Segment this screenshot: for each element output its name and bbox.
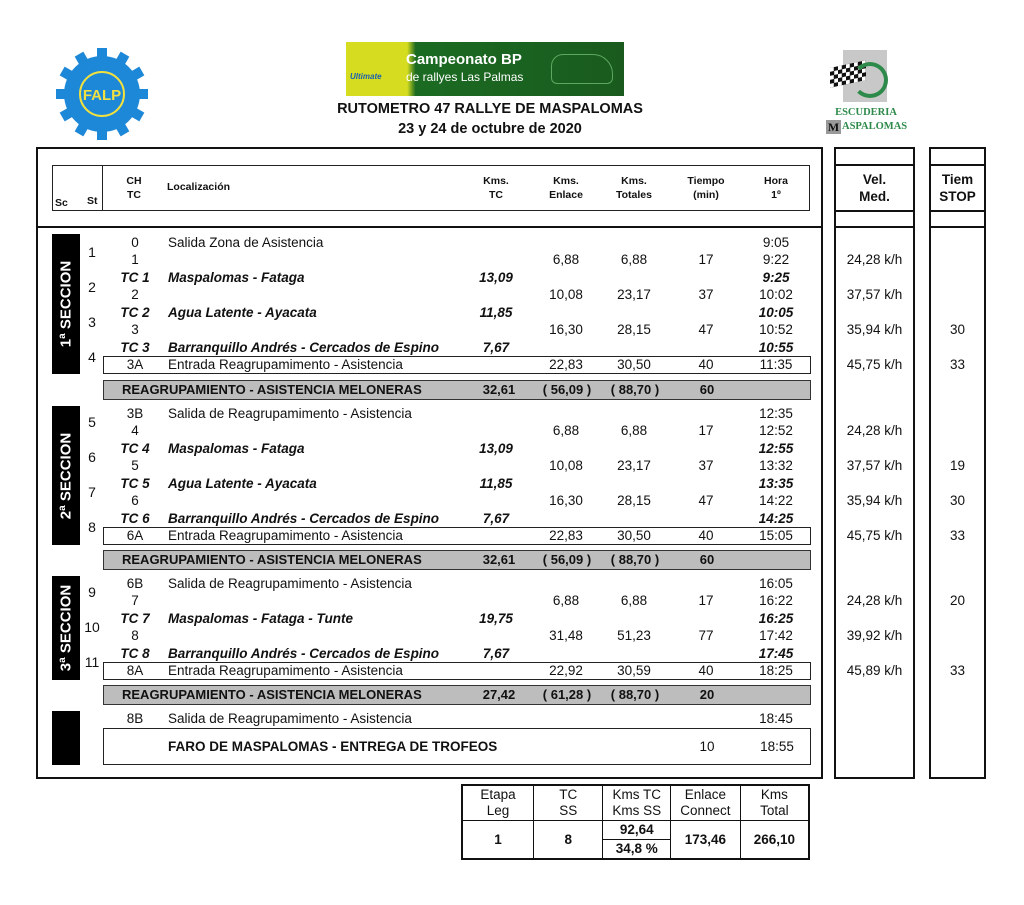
cell-kmtot: 6,88 (620, 423, 648, 438)
cell-kmtot: 28,15 (617, 322, 651, 337)
cell-stop: 33 (949, 663, 966, 678)
cell-loc: Barranquillo Andrés - Cercados de Espino (168, 646, 440, 661)
cell-kmtc: 11,85 (479, 476, 513, 491)
cell-ch: 8A (126, 663, 144, 678)
itinerary-row (0, 234, 1024, 251)
cell-kmtc: 7,67 (482, 340, 510, 355)
cell-h: 15:05 (759, 528, 793, 543)
itinerary-row (0, 575, 1024, 592)
cell-kmen: 16,30 (549, 322, 583, 337)
summary-table: Etapa Leg TC SS Kms TC Kms SS Enlace Connect Kms Total 1 8 92,64 34,8 % 173,46 266,10 (461, 784, 810, 860)
special-stage-row (0, 645, 1024, 662)
cell-kmen: 6,88 (552, 593, 580, 608)
cell-kmen: 16,30 (549, 493, 583, 508)
cell-ch: 6A (126, 528, 144, 543)
cell-t: 37 (698, 458, 714, 473)
cell-ch: TC 4 (120, 441, 150, 456)
cell-kmtc: 7,67 (482, 646, 510, 661)
section-1-label: 1ª SECCION (52, 234, 80, 374)
cell-kmen: 10,08 (549, 458, 583, 473)
cell-loc: Barranquillo Andrés - Cercados de Espino (168, 511, 440, 526)
cell-ch: 6B (126, 576, 144, 591)
special-stage-row (0, 304, 1024, 321)
cell-h: 16:22 (759, 593, 793, 608)
cell-t: 77 (698, 628, 714, 643)
final-row: FARO DE MASPALOMAS - ENTREGA DE TROFEOS 10 18:55 (103, 728, 811, 765)
cell-ch: TC 2 (120, 305, 150, 320)
cell-h: 18:25 (759, 663, 793, 678)
ultimate-brand: Ultimate (350, 72, 382, 81)
cell-ch: TC 8 (120, 646, 150, 661)
cell-ch: 2 (131, 287, 139, 302)
bp-banner (346, 42, 624, 96)
itinerary-row (0, 356, 1024, 373)
cell-h: 9:05 (762, 235, 790, 250)
cell-h: 14:22 (759, 493, 793, 508)
page-date: 23 y 24 de octubre de 2020 (398, 121, 582, 137)
cell-vel: 45,89 k/h (846, 663, 903, 678)
cell-kmen: 31,48 (549, 628, 583, 643)
cell-ch: 8B (126, 711, 144, 726)
cell-stop: 19 (949, 458, 966, 473)
cell-kmtot: 6,88 (620, 593, 648, 608)
cell-t: 17 (698, 423, 714, 438)
cell-t: 37 (698, 287, 714, 302)
cell-kmtc: 13,09 (479, 270, 513, 285)
cell-ch: 1 (131, 252, 139, 267)
cell-h: 10:52 (759, 322, 793, 337)
banner-line2: de rallyes Las Palmas (406, 70, 524, 84)
cell-loc: Salida Zona de Asistencia (168, 235, 324, 250)
cell-h: 18:45 (759, 711, 793, 726)
car-icon (551, 54, 613, 84)
cell-vel: 35,94 k/h (846, 493, 903, 508)
itinerary-row (0, 321, 1024, 338)
cell-ch: 3A (126, 357, 144, 372)
cell-t: 40 (698, 663, 714, 678)
cell-ch: TC 5 (120, 476, 150, 491)
cell-vel: 37,57 k/h (846, 287, 903, 302)
itinerary-row (0, 710, 1024, 727)
cell-ch: 3B (126, 406, 144, 421)
cell-kmtot: 30,59 (617, 663, 651, 678)
cell-vel: 24,28 k/h (846, 252, 903, 267)
cell-loc: Agua Latente - Ayacata (168, 305, 317, 320)
cell-loc: Entrada Reagrupamimento - Asistencia (168, 528, 403, 543)
cell-kmtot: 30,50 (617, 357, 651, 372)
cell-t: 17 (698, 252, 714, 267)
cell-kmen: 6,88 (552, 423, 580, 438)
cell-loc: Salida de Reagrupamimento - Asistencia (168, 576, 412, 591)
cell-h: 9:25 (762, 270, 790, 285)
itinerary-row (0, 492, 1024, 509)
itinerary-row (0, 405, 1024, 422)
regroup-row: REAGRUPAMIENTO - ASISTENCIA MELONERAS 32,61 ( 56,09 ) ( 88,70 ) 60 (103, 380, 811, 400)
cell-ch: TC 1 (120, 270, 150, 285)
cell-loc: Maspalomas - Fataga (168, 270, 305, 285)
cell-h: 10:55 (758, 340, 794, 355)
cell-stop: 20 (949, 593, 966, 608)
cell-h: 13:32 (759, 458, 793, 473)
special-stage-row (0, 440, 1024, 457)
cell-kmtot: 6,88 (620, 252, 648, 267)
cell-kmtot: 30,50 (617, 528, 651, 543)
itinerary-row (0, 457, 1024, 474)
itinerary-row (0, 251, 1024, 268)
cell-h: 11:35 (759, 357, 793, 372)
itinerary-row (0, 662, 1024, 679)
cell-kmen: 6,88 (552, 252, 580, 267)
special-stage-row (0, 339, 1024, 356)
cell-vel: 37,57 k/h (846, 458, 903, 473)
cell-ch: TC 6 (120, 511, 150, 526)
cell-h: 12:35 (759, 406, 793, 421)
cell-t: 40 (698, 357, 714, 372)
cell-stop: 30 (949, 322, 966, 337)
cell-t: 47 (698, 493, 714, 508)
itinerary-row (0, 422, 1024, 439)
cell-loc: Barranquillo Andrés - Cercados de Espino (168, 340, 440, 355)
cell-kmen: 10,08 (549, 287, 583, 302)
page-title: RUTOMETRO 47 RALLYE DE MASPALOMAS (337, 101, 643, 117)
itinerary-row (0, 527, 1024, 544)
cell-ch: 7 (131, 593, 139, 608)
cell-kmtot: 28,15 (617, 493, 651, 508)
cell-kmtot: 23,17 (617, 287, 651, 302)
cell-h: 10:05 (758, 305, 794, 320)
cell-stop: 33 (949, 357, 966, 372)
cell-kmtc: 7,67 (482, 511, 510, 526)
cell-loc: Salida de Reagrupamimento - Asistencia (168, 406, 412, 421)
cell-ch: TC 3 (120, 340, 150, 355)
itinerary-row (0, 286, 1024, 303)
cell-h: 13:35 (758, 476, 794, 491)
cell-t: 40 (698, 528, 714, 543)
escuderia-logo: ESCUDERIA M ASPALOMAS (826, 50, 906, 134)
cell-h: 12:55 (758, 441, 794, 456)
cell-kmen: 22,83 (549, 357, 583, 372)
cell-loc: Salida de Reagrupamimento - Asistencia (168, 711, 412, 726)
cell-ch: 0 (131, 235, 139, 250)
falp-logo (54, 46, 150, 142)
cell-stop: 33 (949, 528, 966, 543)
itinerary-row (0, 592, 1024, 609)
cell-h: 10:02 (759, 287, 793, 302)
cell-stop: 30 (949, 493, 966, 508)
cell-vel: 45,75 k/h (846, 357, 903, 372)
cell-vel: 24,28 k/h (846, 423, 903, 438)
special-stage-row (0, 610, 1024, 627)
cell-ch: 5 (131, 458, 139, 473)
itinerary-row (0, 627, 1024, 644)
cell-vel: 45,75 k/h (846, 528, 903, 543)
svg-text:FALP: FALP (82, 87, 122, 104)
cell-kmen: 22,83 (549, 528, 583, 543)
regroup-row: REAGRUPAMIENTO - ASISTENCIA MELONERAS 27,42 ( 61,28 ) ( 88,70 ) 20 (103, 685, 811, 705)
cell-ch: TC 7 (120, 611, 150, 626)
cell-h: 17:45 (758, 646, 794, 661)
regroup-row: REAGRUPAMIENTO - ASISTENCIA MELONERAS 32,61 ( 56,09 ) ( 88,70 ) 60 (103, 550, 811, 570)
special-stage-row (0, 269, 1024, 286)
cell-vel: 35,94 k/h (846, 322, 903, 337)
cell-ch: 6 (131, 493, 139, 508)
cell-h: 12:52 (759, 423, 793, 438)
cell-loc: Agua Latente - Ayacata (168, 476, 317, 491)
cell-kmtc: 19,75 (479, 611, 513, 626)
banner-line1: Campeonato BP (406, 51, 522, 68)
special-stage-row (0, 510, 1024, 527)
special-stage-row (0, 475, 1024, 492)
cell-h: 9:22 (762, 252, 790, 267)
cell-kmtc: 13,09 (479, 441, 513, 456)
cell-kmtot: 51,23 (617, 628, 651, 643)
cell-h: 16:25 (758, 611, 794, 626)
section-3-label: 3ª SECCION (52, 576, 80, 680)
cell-vel: 39,92 k/h (846, 628, 903, 643)
cell-loc: Maspalomas - Fataga (168, 441, 305, 456)
cell-kmtc: 11,85 (479, 305, 513, 320)
cell-h: 17:42 (759, 628, 793, 643)
cell-kmtot: 23,17 (617, 458, 651, 473)
section-2-label: 2ª SECCION (52, 406, 80, 545)
cell-ch: 8 (131, 628, 139, 643)
cell-t: 17 (698, 593, 714, 608)
cell-loc: Maspalomas - Fataga - Tunte (168, 611, 354, 626)
cell-loc: Entrada Reagrupamimento - Asistencia (168, 357, 403, 372)
cell-ch: 4 (131, 423, 139, 438)
cell-h: 16:05 (759, 576, 793, 591)
cell-kmen: 22,92 (549, 663, 583, 678)
cell-loc: Entrada Reagrupamimento - Asistencia (168, 663, 403, 678)
cell-t: 47 (698, 322, 714, 337)
cell-ch: 3 (131, 322, 139, 337)
cell-h: 14:25 (758, 511, 794, 526)
cell-vel: 24,28 k/h (846, 593, 903, 608)
